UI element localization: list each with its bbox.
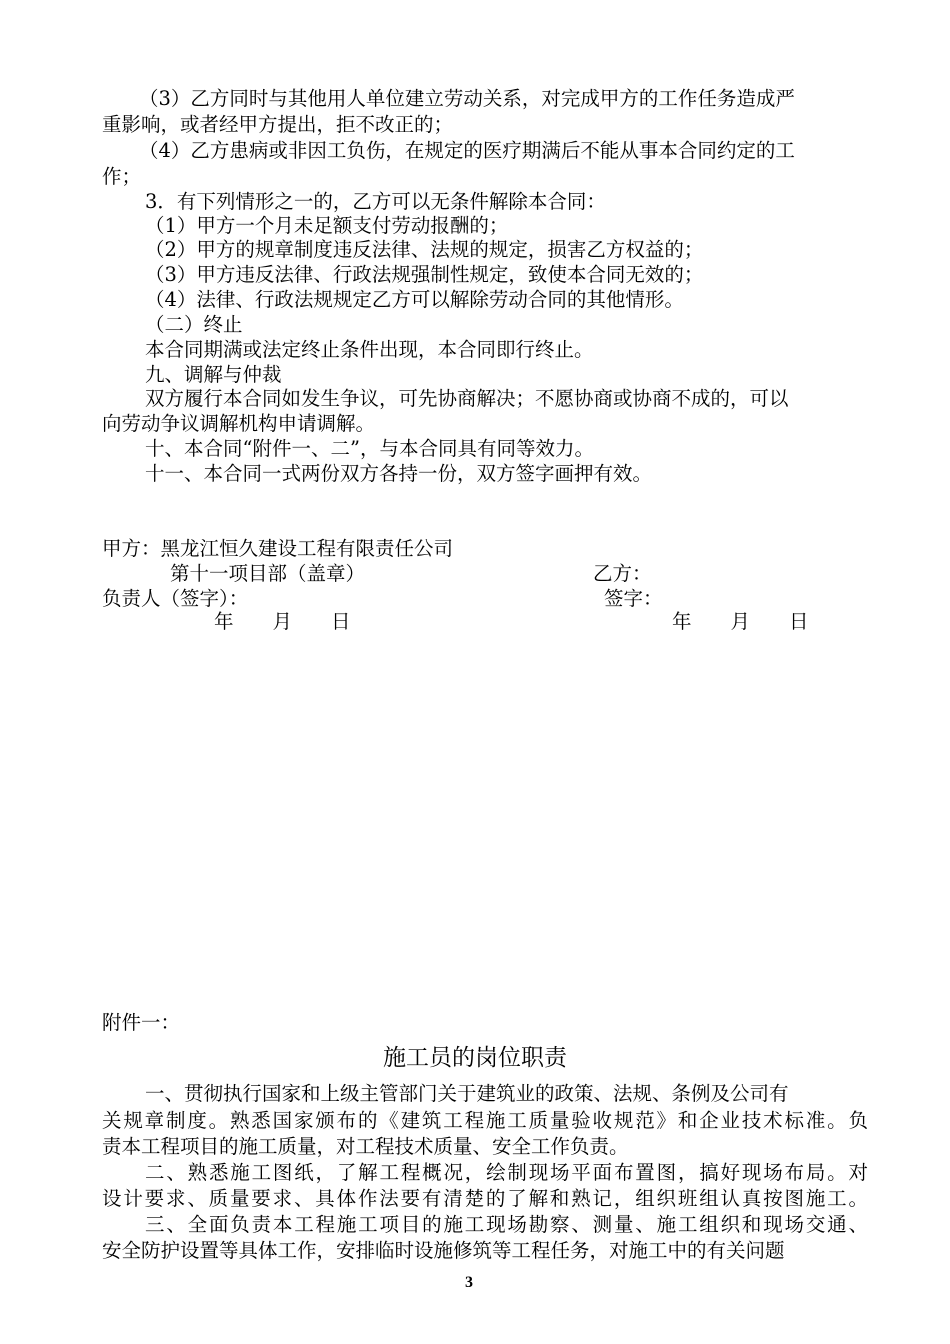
- date-right: 年 月 日: [672, 610, 809, 633]
- body-line: 3．有下列情形之一的，乙方可以无条件解除本合同：: [145, 190, 606, 213]
- attachment-line: 关规章制度。熟悉国家颁布的《建筑工程施工质量验收规范》和企业技术标准。负: [102, 1109, 870, 1132]
- body-line: （3）甲方违反法律、行政法规强制性规定，致使本合同无效的；: [145, 263, 704, 286]
- section-heading: 九、调解与仲裁: [145, 363, 282, 386]
- body-line: 向劳动争议调解机构申请调解。: [102, 412, 376, 435]
- signature-label: 签字：: [604, 587, 663, 610]
- date-left: 年 月 日: [214, 610, 351, 633]
- body-line: 双方履行本合同如发生争议，可先协商解决；不愿协商或协商不成的，可以: [145, 387, 789, 410]
- attachment-line: 一、贯彻执行国家和上级主管部门关于建筑业的政策、法规、条例及公司有: [145, 1082, 789, 1105]
- attachment-line: 安全防护设置等具体工作，安排临时设施修筑等工程任务，对施工中的有关问题: [102, 1239, 785, 1262]
- body-line: （3）乙方同时与其他用人单位建立劳动关系，对完成甲方的工作任务造成严: [139, 87, 795, 110]
- page-number: 3: [465, 1274, 473, 1291]
- body-line: 十一、本合同一式两份双方各持一份，双方签字画押有效。: [145, 462, 653, 485]
- body-line: 十、本合同“附件一、二”，与本合同具有同等效力。: [145, 437, 594, 460]
- body-line: 重影响，或者经甲方提出，拒不改正的；: [102, 113, 454, 136]
- attachment-line: 设计要求、质量要求、具体作法要有清楚的了解和熟记，组织班组认真按图施工。: [102, 1187, 870, 1210]
- attachment-line: 三、全面负责本工程施工项目的施工现场勘察、测量、施工组织和现场交通、: [145, 1213, 870, 1236]
- body-line: 本合同期满或法定终止条件出现，本合同即行终止。: [145, 338, 594, 361]
- attachment-line: 二、熟悉施工图纸，了解工程概况，绘制现场平面布置图，搞好现场布局。对: [145, 1161, 870, 1184]
- attachment-title: 施工员的岗位职责: [383, 1045, 567, 1071]
- party-a-label: 甲方：黑龙江恒久建设工程有限责任公司: [102, 537, 454, 560]
- party-b-label: 乙方：: [593, 562, 652, 585]
- body-line: 作；: [102, 165, 142, 188]
- body-line: （4）乙方患病或非因工负伤，在规定的医疗期满后不能从事本合同约定的工: [139, 139, 795, 162]
- attachment-label: 附件一：: [102, 1011, 181, 1034]
- project-dept-stamp-label: 第十一项目部（盖章）: [170, 562, 366, 585]
- section-heading: （二）终止: [145, 313, 243, 336]
- responsible-signature-label: 负责人（签字）：: [102, 587, 249, 610]
- attachment-line: 责本工程项目的施工质量，对工程技术质量、安全工作负责。: [102, 1135, 629, 1158]
- body-line: （4）法律、行政法规规定乙方可以解除劳动合同的其他情形。: [145, 288, 684, 311]
- body-line: （2）甲方的规章制度违反法律、法规的规定，损害乙方权益的；: [145, 238, 704, 261]
- body-line: （1）甲方一个月未足额支付劳动报酬的；: [145, 214, 509, 237]
